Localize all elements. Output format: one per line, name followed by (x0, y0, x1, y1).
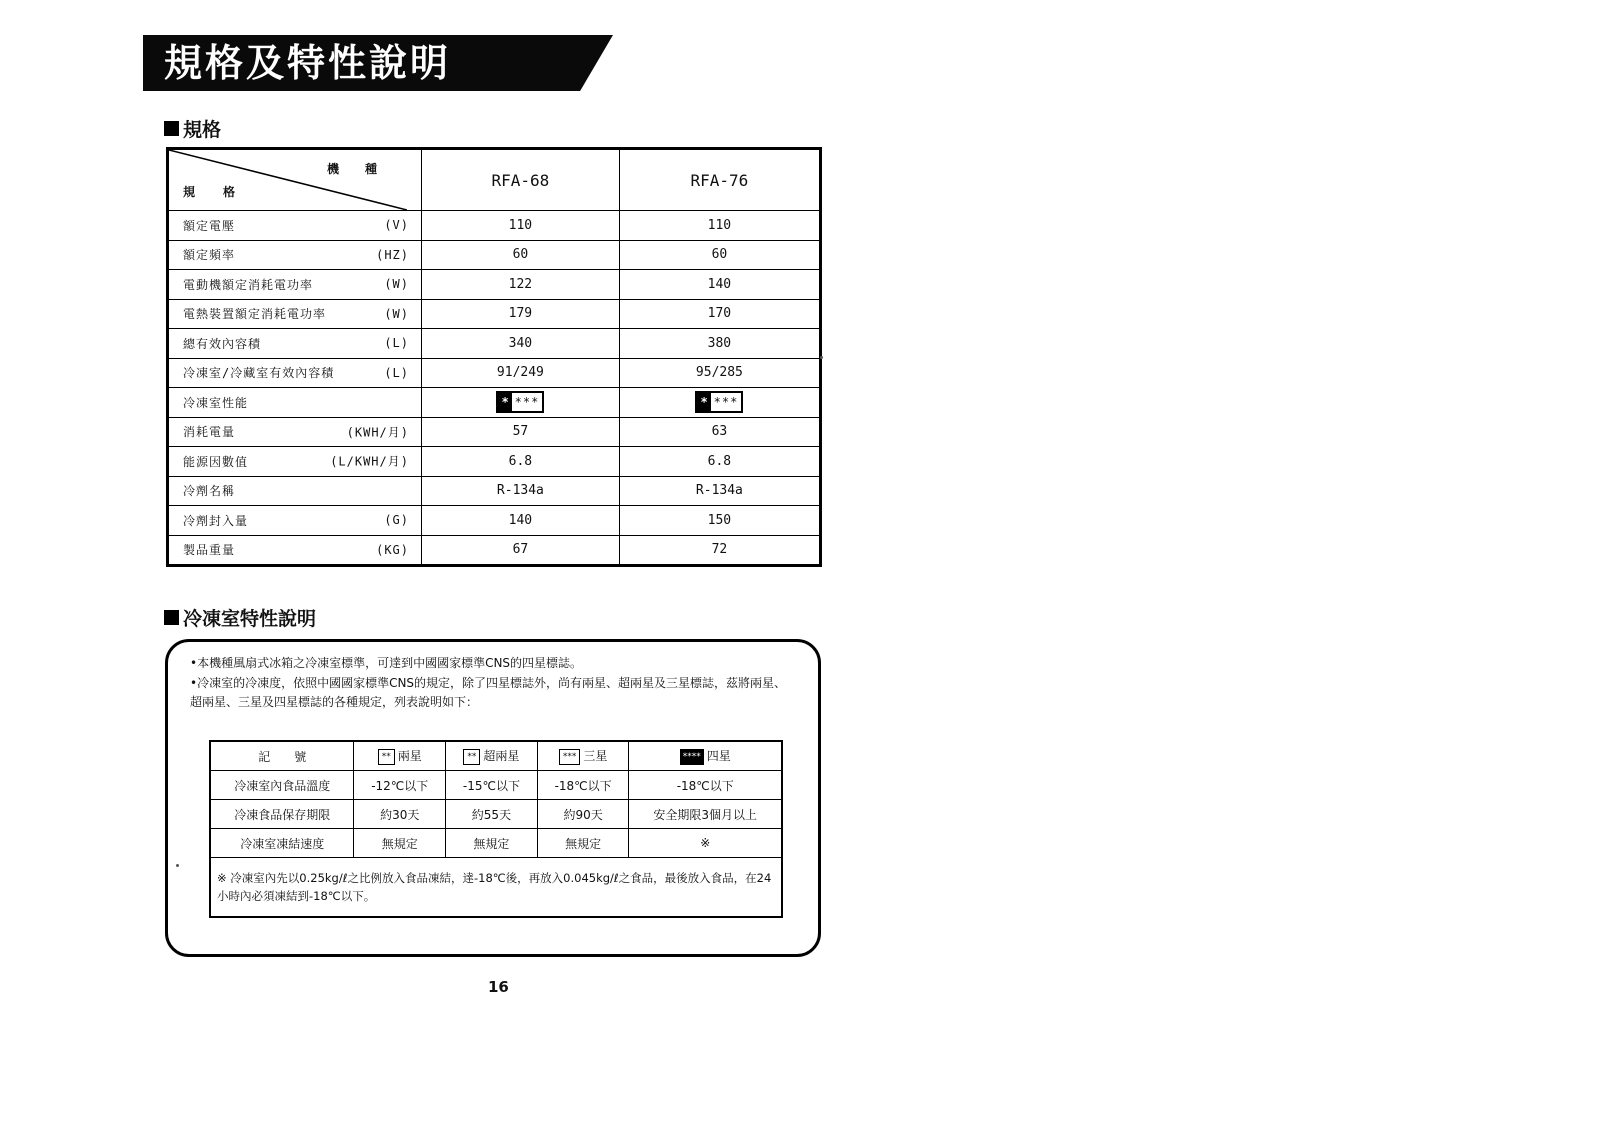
spec-label-cell (168, 270, 422, 300)
star-mark-icon (463, 749, 480, 765)
freezer-note-2: •冷凍室的冷凍度，依照中國國家標準CNS的規定，除了四星標誌外，尚有兩星、超兩星及三星標誌，茲將兩星、超兩星、三星及四星標誌的各種規定，列表說明如下： (190, 676, 787, 709)
spec-label-cell (168, 240, 422, 270)
spec-value-1: 110 (619, 211, 820, 241)
spec-label-cell (168, 211, 422, 241)
spec-row (168, 447, 821, 477)
spec-label: 額定電壓 (183, 218, 236, 233)
scan-speck (820, 356, 823, 359)
spec-label: 冷凍室/冷藏室有效內容積 (183, 366, 335, 381)
spec-value-1: 72 (619, 535, 820, 566)
spec-value-1: 170 (619, 299, 820, 329)
grade-row (210, 771, 782, 800)
page-number: 16 (488, 978, 509, 996)
spec-value-0: 140 (422, 506, 620, 536)
grade-header-3 (629, 741, 782, 771)
diagonal-line (169, 150, 407, 210)
grade-row (210, 800, 782, 829)
spec-label-cell (168, 506, 422, 536)
star-big: * (697, 393, 710, 411)
spec-value-1: 6.8 (619, 447, 820, 477)
corner-bottom-label: 規格 (183, 185, 264, 199)
spec-row (168, 417, 821, 447)
star-mark-icon (559, 749, 581, 765)
spec-value-0: 67 (422, 535, 620, 566)
star-mark-icon (378, 749, 395, 765)
spec-row (168, 388, 821, 418)
star-small: *** (713, 395, 739, 410)
spec-unit: (W) (384, 277, 409, 292)
spec-label: 冷劑名稱 (183, 484, 236, 499)
spec-unit: (KG) (376, 542, 409, 557)
spec-label-cell (168, 329, 422, 359)
spec-unit: (HZ) (376, 247, 409, 262)
spec-label-cell (168, 447, 422, 477)
spec-table (166, 147, 822, 567)
grade-footnote: ※ 冷凍室內先以0.25kg/ℓ之比例放入食品凍結，達-18℃後，再放入0.045kg/ℓ之食品，最後放入食品，在24小時內必須凍結到-18℃以下。 (210, 858, 782, 918)
grade-table-body (210, 741, 782, 917)
grade-header-row (210, 741, 782, 771)
freezer-heading-text: 冷凍室特性說明 (183, 608, 317, 630)
spec-unit: (W) (384, 306, 409, 321)
spec-label-cell (168, 388, 422, 418)
spec-unit: (L) (384, 365, 409, 380)
spec-value-0: 122 (422, 270, 620, 300)
freezer-note-1: •本機種風扇式冰箱之冷凍室標準，可達到中國國家標準CNS的四星標誌。 (190, 656, 583, 670)
spec-label: 冷凍室性能 (183, 395, 249, 410)
corner-top-label: 機種 (326, 162, 403, 176)
spec-row (168, 270, 821, 300)
spec-label: 總有效內容積 (183, 336, 262, 351)
star-big: * (498, 393, 511, 411)
grade-row-label: 冷凍室內食品溫度 (210, 771, 354, 800)
spec-label-cell (168, 417, 422, 447)
spec-label-cell (168, 535, 422, 566)
spec-row (168, 506, 821, 536)
grade-name: 超兩星 (483, 749, 520, 764)
star-mark-text: ** (381, 751, 391, 762)
model-header-1: RFA-76 (619, 149, 820, 211)
spec-unit: (V) (384, 218, 409, 233)
freezer-section-heading (164, 604, 316, 631)
page-title: 規格及特性說明 (164, 41, 452, 85)
spec-section-heading (164, 115, 221, 142)
spec-value-1: 60 (619, 240, 820, 270)
spec-row (168, 535, 821, 566)
square-bullet-icon (164, 121, 179, 136)
spec-row (168, 329, 821, 359)
spec-row (168, 358, 821, 388)
grade-cell: -12℃以下 (354, 771, 446, 800)
spec-value-0: 60 (422, 240, 620, 270)
spec-row (168, 299, 821, 329)
spec-value-1 (619, 388, 820, 418)
spec-unit: (L/KWH/月) (330, 454, 409, 469)
spec-label-cell (168, 299, 422, 329)
grade-cell: -18℃以下 (629, 771, 782, 800)
spec-value-1: R-134a (619, 476, 820, 506)
grade-row-label: 冷凍食品保存期限 (210, 800, 354, 829)
spec-value-1: 95/285 (619, 358, 820, 388)
star-mark-icon (680, 749, 704, 765)
star-small: *** (514, 395, 540, 410)
spec-table-body (168, 211, 821, 566)
spec-label: 能源因數值 (183, 454, 249, 469)
spec-unit: (L) (384, 336, 409, 351)
spec-value-0: R-134a (422, 476, 620, 506)
spec-value-1: 140 (619, 270, 820, 300)
grade-cell: 約90天 (537, 800, 629, 829)
scan-speck (176, 864, 179, 867)
four-star-badge-icon (496, 391, 544, 413)
spec-unit: (KWH/月) (346, 425, 409, 440)
grade-name: 兩星 (397, 749, 422, 764)
spec-row (168, 211, 821, 241)
spec-label: 製品重量 (183, 543, 236, 558)
spec-value-0: 110 (422, 211, 620, 241)
spec-label-cell (168, 476, 422, 506)
spec-value-0 (422, 388, 620, 418)
spec-value-1: 380 (619, 329, 820, 359)
spec-row (168, 240, 821, 270)
star-grade-table (209, 740, 783, 918)
grade-row (210, 829, 782, 858)
grade-cell: ※ (629, 829, 782, 858)
grade-header-1 (446, 741, 538, 771)
spec-value-1: 150 (619, 506, 820, 536)
grade-row-label: 冷凍室凍結速度 (210, 829, 354, 858)
grade-header-label: 記 號 (210, 741, 354, 771)
grade-cell: 安全期限3個月以上 (629, 800, 782, 829)
star-mark-text: *** (562, 751, 577, 762)
square-bullet-icon (164, 610, 179, 625)
spec-value-0: 6.8 (422, 447, 620, 477)
grade-header-2 (537, 741, 629, 771)
grade-cell: -18℃以下 (537, 771, 629, 800)
spec-label: 電動機額定消耗電功率 (183, 277, 314, 292)
grade-cell: -15℃以下 (446, 771, 538, 800)
star-mark-text: ** (467, 751, 477, 762)
spec-label: 電熱裝置額定消耗電功率 (183, 307, 327, 322)
spec-label-cell (168, 358, 422, 388)
grade-header-0 (354, 741, 446, 771)
grade-cell: 無規定 (354, 829, 446, 858)
footnote-row (210, 858, 782, 918)
spec-label: 額定頻率 (183, 248, 236, 263)
grade-name: 三星 (583, 749, 608, 764)
spec-heading-text: 規格 (183, 119, 222, 141)
four-star-badge-icon (695, 391, 743, 413)
grade-name: 四星 (706, 749, 731, 764)
spec-value-0: 340 (422, 329, 620, 359)
star-mark-text: **** (682, 751, 701, 762)
freezer-info-box (165, 639, 821, 957)
spec-row (168, 476, 821, 506)
spec-value-1: 63 (619, 417, 820, 447)
grade-cell: 無規定 (537, 829, 629, 858)
spec-label: 消耗電量 (183, 425, 236, 440)
model-header-0: RFA-68 (422, 149, 620, 211)
spec-label: 冷劑封入量 (183, 513, 249, 528)
grade-cell: 約55天 (446, 800, 538, 829)
grade-cell: 約30天 (354, 800, 446, 829)
spec-value-0: 179 (422, 299, 620, 329)
spec-value-0: 57 (422, 417, 620, 447)
corner-header (168, 149, 422, 211)
grade-cell: 無規定 (446, 829, 538, 858)
spec-value-0: 91/249 (422, 358, 620, 388)
spec-unit: (G) (384, 513, 409, 528)
